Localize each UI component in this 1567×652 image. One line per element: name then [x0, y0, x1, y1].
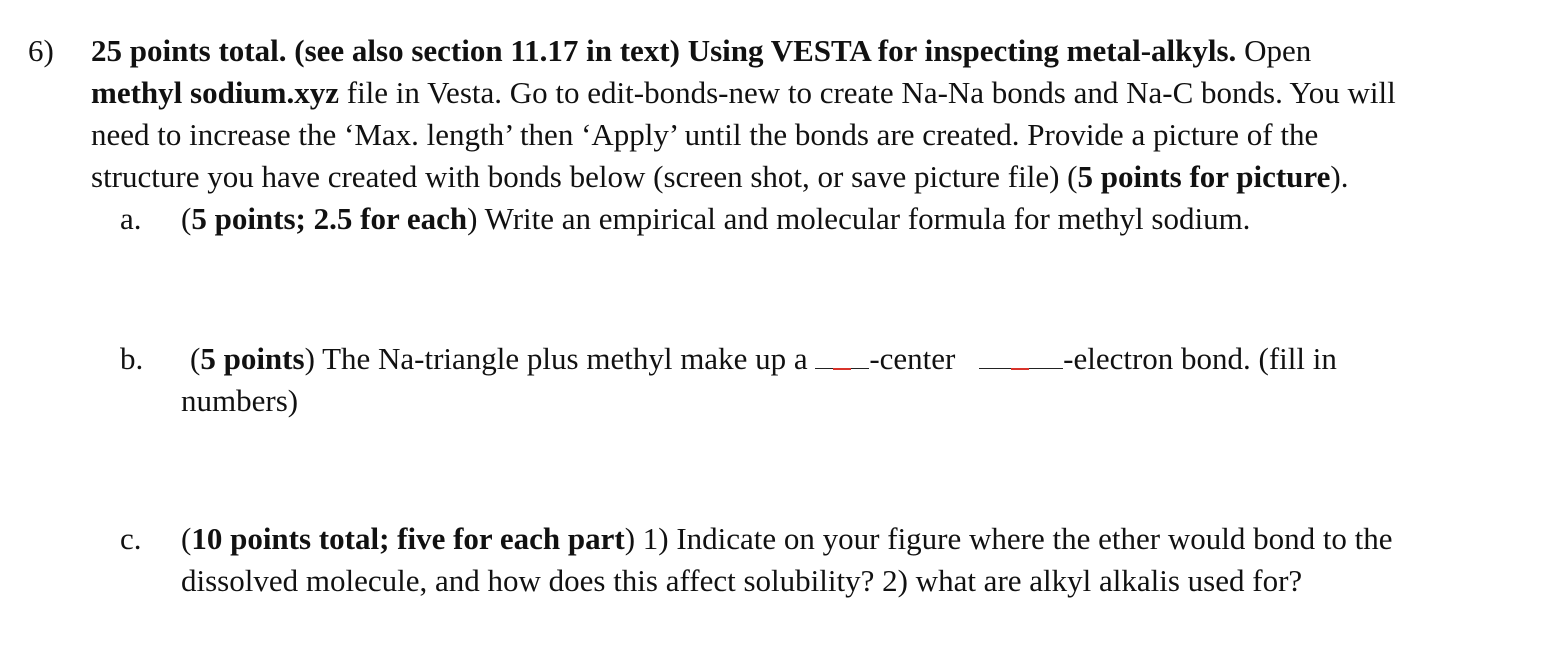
part-c-letter: c. [120, 521, 142, 556]
part-b-line-2: numbers) [181, 383, 299, 418]
prompt-line-3: need to increase the ‘Max. length’ then ‘Apply’ until the bonds are created. Provide a picture of the [91, 117, 1319, 152]
part-b-points: 5 points [200, 341, 305, 376]
part-a-text: (5 points; 2.5 for each) Write an empirical and molecular formula for methyl sodium. [181, 201, 1251, 236]
center-count-blank[interactable] [815, 342, 869, 369]
prompt-line-1: 25 points total. (see also section 11.17 in text) Using VESTA for inspecting metal-alkyls. Open [91, 33, 1312, 68]
part-c-line-2: dissolved molecule, and how does this affect solubility? 2) what are alkyl alkalis used for? [181, 563, 1303, 598]
prompt-line-2: methyl sodium.xyz file in Vesta. Go to edit-bonds-new to create Na-Na bonds and Na-C bonds. You will [91, 75, 1396, 110]
part-b-letter: b. [120, 341, 144, 376]
question-number: 6) [28, 33, 54, 68]
picture-points: 5 points for picture [1077, 159, 1331, 194]
file-name: methyl sodium.xyz [91, 75, 339, 110]
part-a-points: 5 points; 2.5 for each [191, 201, 468, 236]
question-prompt [91, 30, 1551, 198]
part-c-text: (10 points total; five for each part) 1) Indicate on your figure where the ether would bond to the dissolved molecule, and how does this affect solubility? 2) what are alkyl alkalis used for? [181, 518, 1551, 602]
part-b-text: (5 points) The Na-triangle plus methyl make up a -center -electron bond. (fill in [190, 341, 1337, 376]
prompt-line-4: structure you have created with bonds below (screen shot, or save picture file) (5 points for picture). [91, 159, 1349, 194]
part-a-letter: a. [120, 201, 142, 236]
prompt-heading: 25 points total. (see also section 11.17 in text) Using VESTA for inspecting metal-alkyls. [91, 33, 1237, 68]
part-c-points: 10 points total; five for each part [191, 521, 625, 556]
electron-count-blank[interactable] [979, 342, 1063, 369]
